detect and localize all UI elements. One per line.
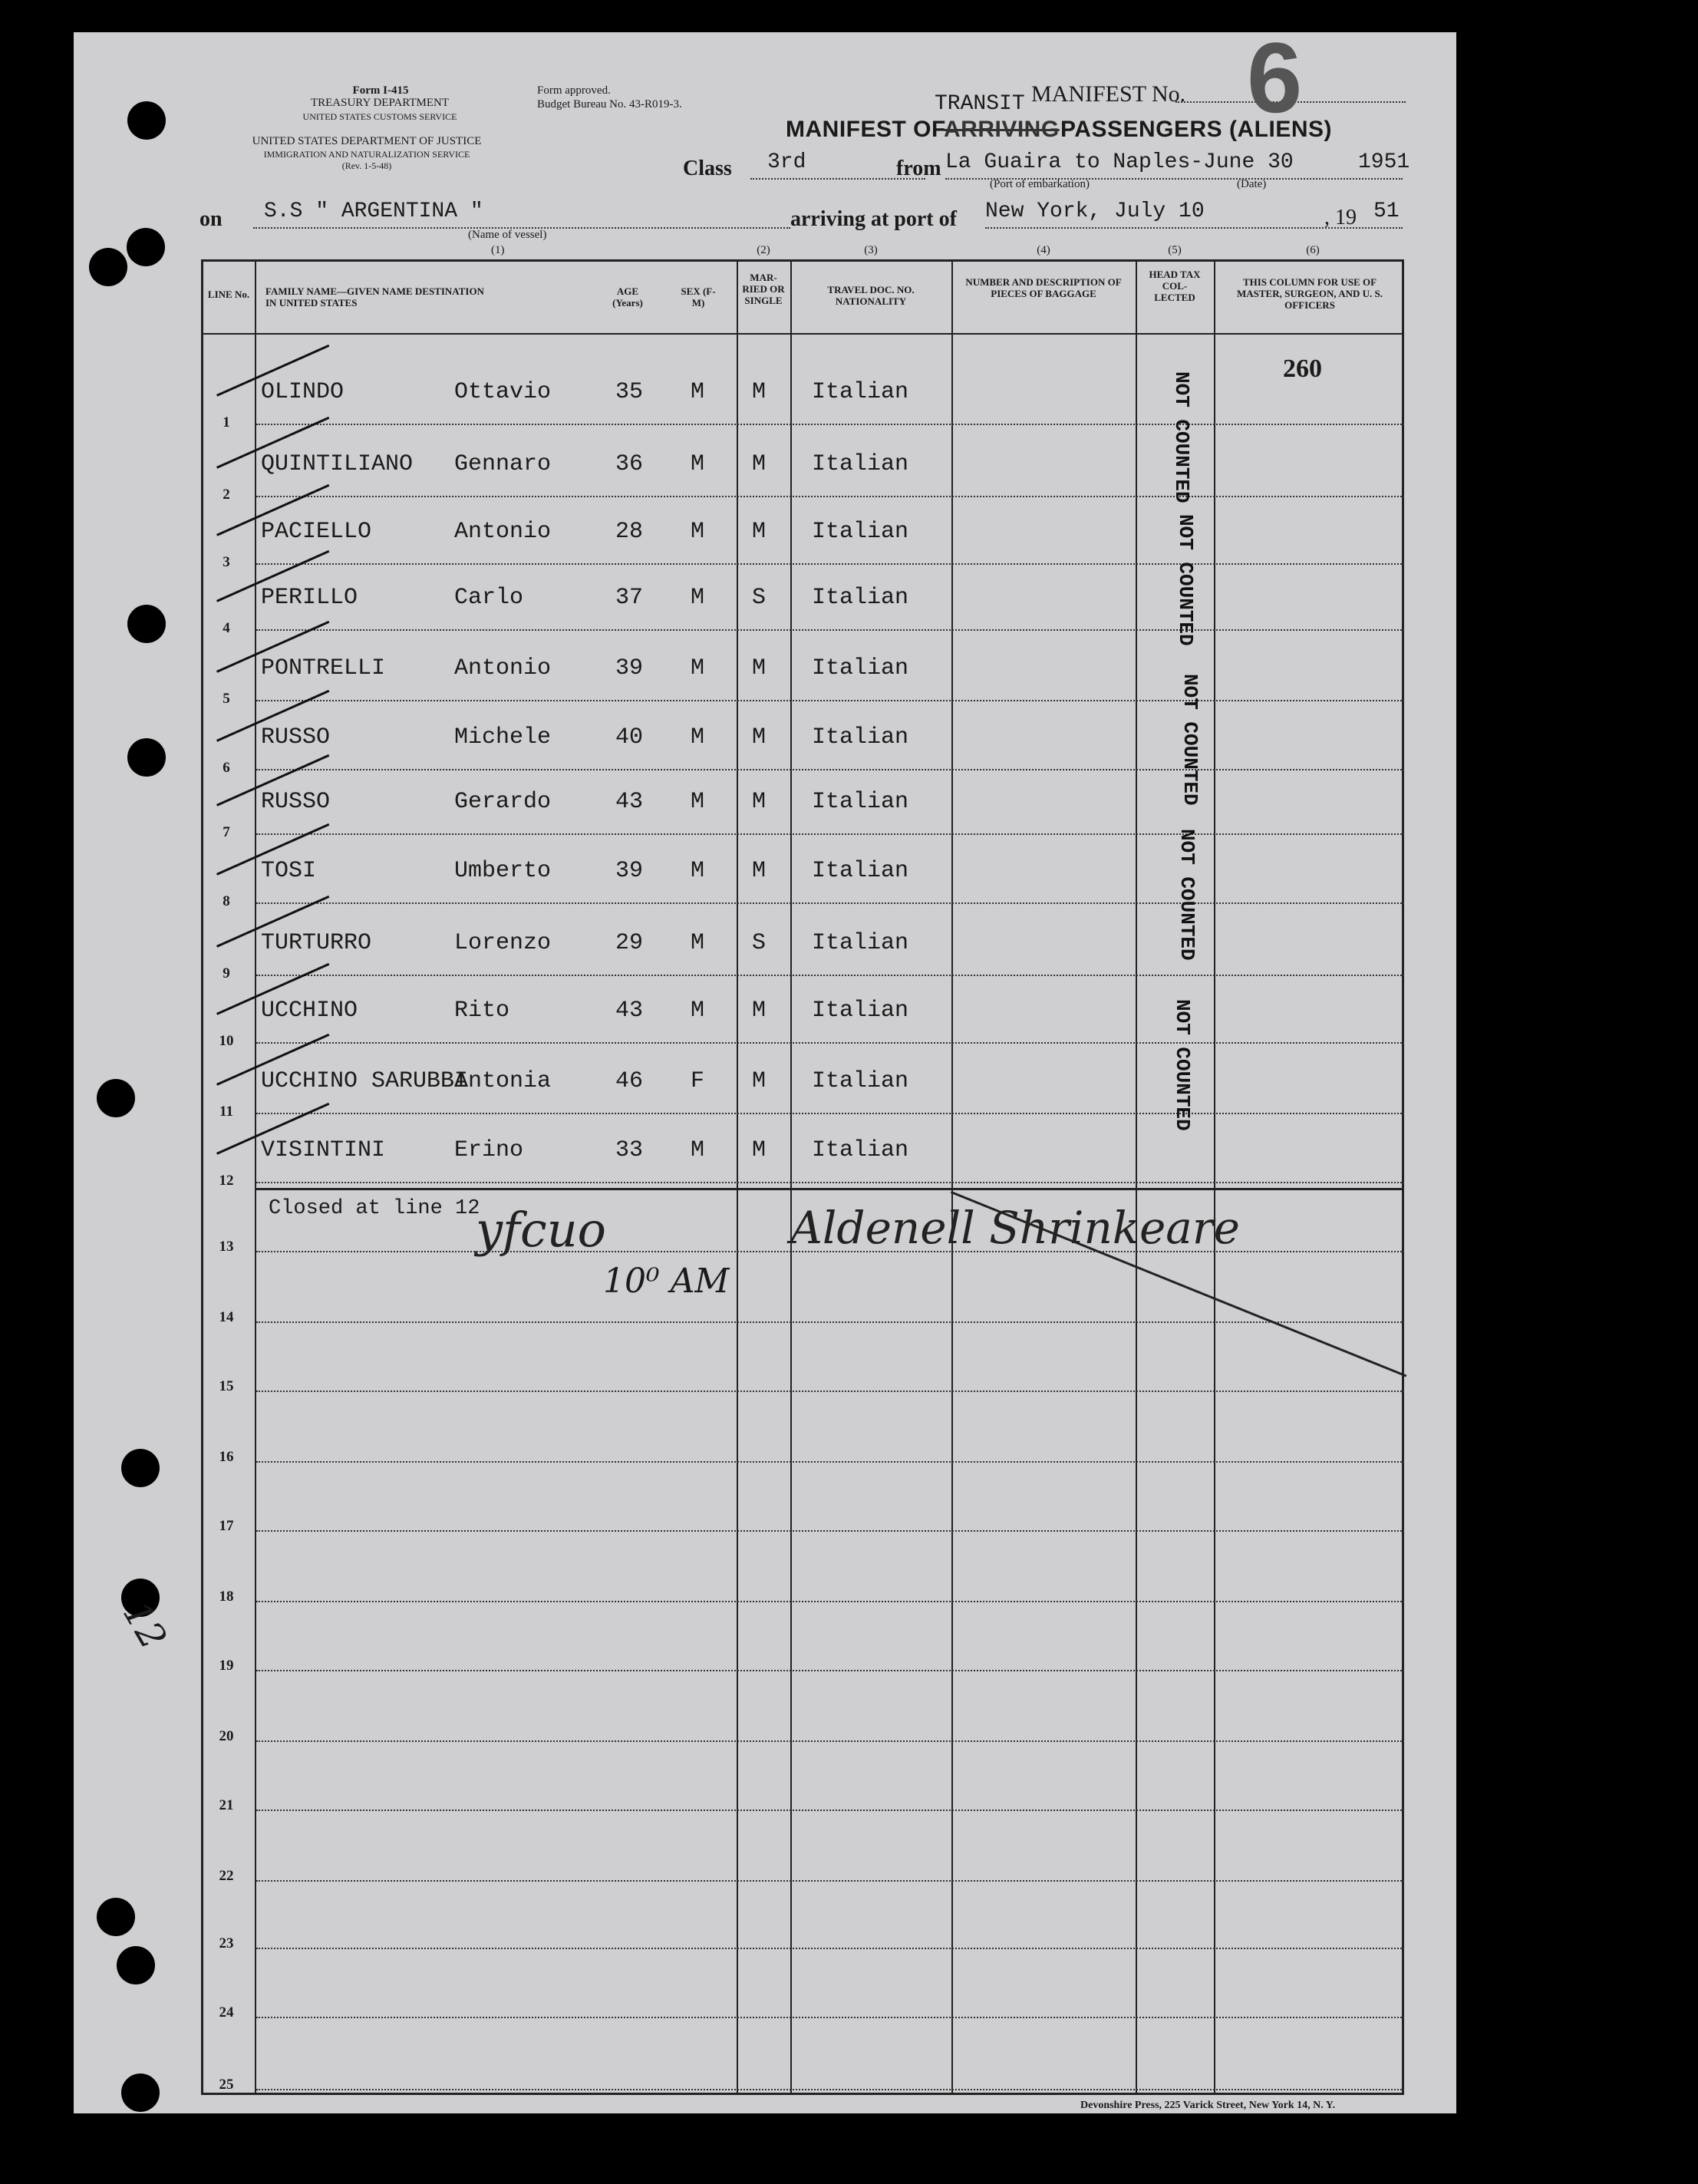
punch-hole — [127, 605, 166, 643]
table-frame — [201, 259, 1404, 2095]
line-number: 11 — [219, 1104, 233, 1120]
from-value: La Guaira to Naples-June 30 — [945, 150, 1294, 174]
vessel-label: (Name of vessel) — [468, 229, 547, 241]
sex-value: F — [691, 1068, 705, 1094]
sex-value: M — [691, 585, 705, 611]
not-counted-stamp: NOT COUNTED — [1170, 371, 1193, 503]
given-name: Michele — [454, 724, 552, 751]
family-name: UCCHINO — [261, 998, 358, 1024]
family-name: RUSSO — [261, 724, 331, 751]
given-name: Antonio — [454, 519, 552, 545]
family-name: RUSSO — [261, 789, 331, 815]
sex-value: M — [691, 998, 705, 1024]
dept-justice: UNITED STATES DEPARTMENT OF JUSTICE — [252, 135, 482, 147]
form-approved: Form approved. — [537, 84, 611, 97]
line-number: 4 — [223, 620, 230, 636]
col-num-married: (2) — [757, 244, 770, 256]
customs-service: UNITED STATES CUSTOMS SERVICE — [302, 111, 457, 122]
inspector-signature: yfcuo — [476, 1202, 606, 1258]
line-number: 15 — [219, 1378, 234, 1394]
officer-signature: Aldenell Shrinkeare — [790, 1202, 1240, 1254]
col-divider — [255, 261, 256, 2095]
row-rule — [256, 2017, 1404, 2018]
line-number: 1 — [223, 414, 230, 431]
punch-hole — [121, 2073, 160, 2112]
marital-value: S — [752, 930, 767, 956]
given-name: Gennaro — [454, 451, 552, 477]
punch-hole — [121, 1449, 160, 1487]
col-num-officers: (6) — [1306, 244, 1320, 256]
nationality-value: Italian — [812, 451, 909, 477]
sex-value: M — [691, 724, 705, 751]
row-rule — [256, 1182, 1404, 1183]
family-name: TOSI — [261, 858, 317, 884]
given-name: Gerardo — [454, 789, 552, 815]
given-name: Lorenzo — [454, 930, 552, 956]
nationality-value: Italian — [812, 379, 909, 405]
from-year: 1951 — [1358, 150, 1410, 174]
age-value: 36 — [615, 451, 644, 477]
sex-value: M — [691, 379, 705, 405]
col-header-age: AGE (Years) — [612, 285, 643, 308]
marital-value: M — [752, 519, 767, 545]
family-name: VISINTINI — [261, 1137, 386, 1163]
age-value: 35 — [615, 379, 644, 405]
row-rule — [256, 424, 1404, 425]
line-number: 16 — [219, 1449, 234, 1465]
nationality-value: Italian — [812, 655, 909, 681]
row-rule — [256, 629, 1404, 631]
marital-value: M — [752, 1068, 767, 1094]
col-divider — [790, 261, 792, 2095]
not-counted-stamp: NOT COUNTED — [1174, 514, 1197, 646]
age-value: 43 — [615, 998, 644, 1024]
on-label: on — [199, 207, 223, 231]
punch-hole — [127, 738, 166, 777]
punch-hole — [89, 248, 127, 286]
family-name: TURTURRO — [261, 930, 372, 956]
class-label: Class — [683, 157, 732, 180]
col-num-baggage: (4) — [1037, 244, 1050, 256]
line-number: 24 — [219, 2004, 234, 2021]
family-name: PERILLO — [261, 585, 358, 611]
given-name: Ottavio — [454, 379, 552, 405]
row-rule — [256, 833, 1404, 835]
marital-value: M — [752, 858, 767, 884]
row-rule — [256, 769, 1404, 770]
col-num-travel: (3) — [864, 244, 878, 256]
line-number: 20 — [219, 1728, 234, 1744]
line-number: 6 — [223, 760, 230, 776]
age-value: 46 — [615, 1068, 644, 1094]
title-struck-arriving: ARRIVING — [944, 117, 1060, 142]
given-name: Umberto — [454, 858, 552, 884]
closing-rule — [256, 1188, 1404, 1190]
not-counted-stamp: NOT COUNTED — [1171, 999, 1194, 1131]
dept-treasury: TREASURY DEPARTMENT — [310, 97, 450, 109]
family-name: PONTRELLI — [261, 655, 386, 681]
row-rule — [256, 700, 1404, 701]
punch-hole — [127, 101, 166, 140]
sex-value: M — [691, 930, 705, 956]
given-name: Erino — [454, 1137, 524, 1163]
line-number: 5 — [223, 691, 230, 707]
sex-value: M — [691, 858, 705, 884]
punch-hole — [97, 1079, 135, 1117]
col-divider — [737, 261, 738, 2095]
marital-value: M — [752, 1137, 767, 1163]
line-number: 10 — [219, 1033, 234, 1049]
line-number: 3 — [223, 554, 230, 570]
printer-imprint: Devonshire Press, 225 Varick Street, New York 14, N. Y. — [1080, 2100, 1336, 2111]
nationality-value: Italian — [812, 789, 909, 815]
row-rule — [256, 1880, 1404, 1882]
not-counted-stamp: NOT COUNTED — [1179, 674, 1202, 806]
arriving-year: 51 — [1373, 200, 1400, 223]
marital-value: M — [752, 724, 767, 751]
officer-note: 260 — [1283, 355, 1322, 383]
col-header-married: MAR- RIED OR SINGLE — [742, 272, 785, 306]
arriving-year-prefix: , 19 — [1324, 206, 1357, 229]
vessel-name: S.S " ARGENTINA " — [264, 200, 483, 223]
header-bottom-rule — [201, 333, 1404, 335]
line-number: 13 — [219, 1239, 234, 1255]
col-header-baggage: NUMBER AND DESCRIPTION OF PIECES OF BAGGAGE — [965, 276, 1122, 299]
row-rule — [256, 1530, 1404, 1532]
closing-time: 10⁰ AM — [603, 1262, 730, 1301]
not-counted-stamp: NOT COUNTED — [1175, 829, 1198, 961]
age-value: 33 — [615, 1137, 644, 1163]
nationality-value: Italian — [812, 519, 909, 545]
marital-value: M — [752, 998, 767, 1024]
line-number: 7 — [223, 824, 230, 840]
punch-hole — [97, 1898, 135, 1936]
given-name: Rito — [454, 998, 510, 1024]
col-header-line-no: LINE No. — [207, 289, 250, 300]
date-label: (Date) — [1237, 178, 1267, 190]
row-rule — [256, 1948, 1404, 1949]
class-value: 3rd — [767, 150, 806, 174]
row-rule — [256, 1113, 1404, 1114]
col-header-name: FAMILY NAME—GIVEN NAME DESTINATION IN UNITED STATES — [265, 285, 484, 308]
age-value: 39 — [615, 655, 644, 681]
nationality-value: Italian — [812, 724, 909, 751]
line-number: 19 — [219, 1658, 234, 1674]
line-number: 18 — [219, 1589, 234, 1605]
line-number: 12 — [219, 1173, 234, 1189]
col-divider — [1214, 261, 1215, 2095]
form-number: Form I-415 — [352, 84, 409, 97]
line-number: 22 — [219, 1868, 234, 1884]
sex-value: M — [691, 655, 705, 681]
sex-value: M — [691, 451, 705, 477]
row-rule — [256, 902, 1404, 904]
form-revision: (Rev. 1-5-48) — [341, 160, 392, 171]
marital-value: M — [752, 655, 767, 681]
nationality-value: Italian — [812, 930, 909, 956]
port-embark-label: (Port of embarkation) — [990, 178, 1090, 190]
row-rule — [256, 1042, 1404, 1044]
sex-value: M — [691, 789, 705, 815]
marital-value: S — [752, 585, 767, 611]
nationality-value: Italian — [812, 858, 909, 884]
col-num-tax: (5) — [1168, 244, 1182, 256]
ins-service: IMMIGRATION AND NATURALIZATION SERVICE — [263, 149, 470, 160]
age-value: 29 — [615, 930, 644, 956]
nationality-value: Italian — [812, 1068, 909, 1094]
line-number: 23 — [219, 1935, 234, 1951]
row-rule — [256, 1461, 1404, 1463]
col-divider — [951, 261, 953, 2095]
row-rule — [256, 975, 1404, 976]
age-value: 28 — [615, 519, 644, 545]
marital-value: M — [752, 789, 767, 815]
line-number: 9 — [223, 965, 230, 981]
given-name: Carlo — [454, 585, 524, 611]
given-name: Antonio — [454, 655, 552, 681]
punch-hole — [117, 1946, 155, 1984]
family-name: QUINTILIANO — [261, 451, 414, 477]
arriving-line — [985, 227, 1403, 229]
col-header-tax: HEAD TAX COL- LECTED — [1149, 269, 1201, 303]
manifest-no-label: MANIFEST No. — [1031, 81, 1186, 107]
margin-mark: 12 — [114, 1594, 176, 1657]
vessel-col-num: (1) — [491, 244, 505, 256]
transit-label: TRANSIT — [935, 92, 1025, 116]
row-rule — [256, 563, 1404, 565]
family-name: OLINDO — [261, 379, 345, 405]
manifest-number: 6 — [1247, 21, 1303, 134]
marital-value: M — [752, 451, 767, 477]
line-number: 8 — [223, 893, 230, 909]
title-manifest-of: MANIFEST OF — [786, 117, 946, 142]
marital-value: M — [752, 379, 767, 405]
sex-value: M — [691, 519, 705, 545]
age-value: 43 — [615, 789, 644, 815]
row-rule — [256, 2089, 1404, 2090]
nationality-value: Italian — [812, 585, 909, 611]
sex-value: M — [691, 1137, 705, 1163]
row-rule — [256, 1321, 1404, 1323]
age-value: 37 — [615, 585, 644, 611]
row-rule — [256, 1810, 1404, 1811]
budget-bureau: Budget Bureau No. 43-R019-3. — [537, 98, 682, 111]
age-value: 39 — [615, 858, 644, 884]
given-name: Antonia — [454, 1068, 552, 1094]
line-number: 21 — [219, 1797, 234, 1813]
col-divider — [1136, 261, 1137, 2095]
col-header-travel: TRAVEL DOC. NO. NATIONALITY — [827, 284, 915, 307]
closed-note: Closed at line 12 — [269, 1197, 480, 1220]
arriving-label: arriving at port of — [790, 207, 957, 231]
row-rule — [256, 1670, 1404, 1671]
family-name: UCCHINO SARUBBI — [261, 1068, 469, 1094]
col-header-sex: SEX (F-M) — [681, 285, 716, 308]
punch-hole — [127, 228, 165, 266]
from-label: from — [896, 157, 941, 180]
title-passengers: PASSENGERS (ALIENS) — [1060, 117, 1332, 142]
nationality-value: Italian — [812, 998, 909, 1024]
family-name: PACIELLO — [261, 519, 372, 545]
row-rule — [256, 1391, 1404, 1392]
nationality-value: Italian — [812, 1137, 909, 1163]
row-rule — [256, 496, 1404, 497]
row-rule — [256, 1740, 1404, 1742]
col-header-officers: THIS COLUMN FOR USE OF MASTER, SURGEON, AND U. S. OFFICERS — [1237, 276, 1383, 311]
row-rule — [256, 1601, 1404, 1602]
arriving-value: New York, July 10 — [985, 200, 1205, 223]
line-number: 17 — [219, 1518, 234, 1534]
line-number: 2 — [223, 487, 230, 503]
line-number: 14 — [219, 1309, 234, 1325]
line-number: 25 — [219, 2077, 234, 2093]
age-value: 40 — [615, 724, 644, 751]
